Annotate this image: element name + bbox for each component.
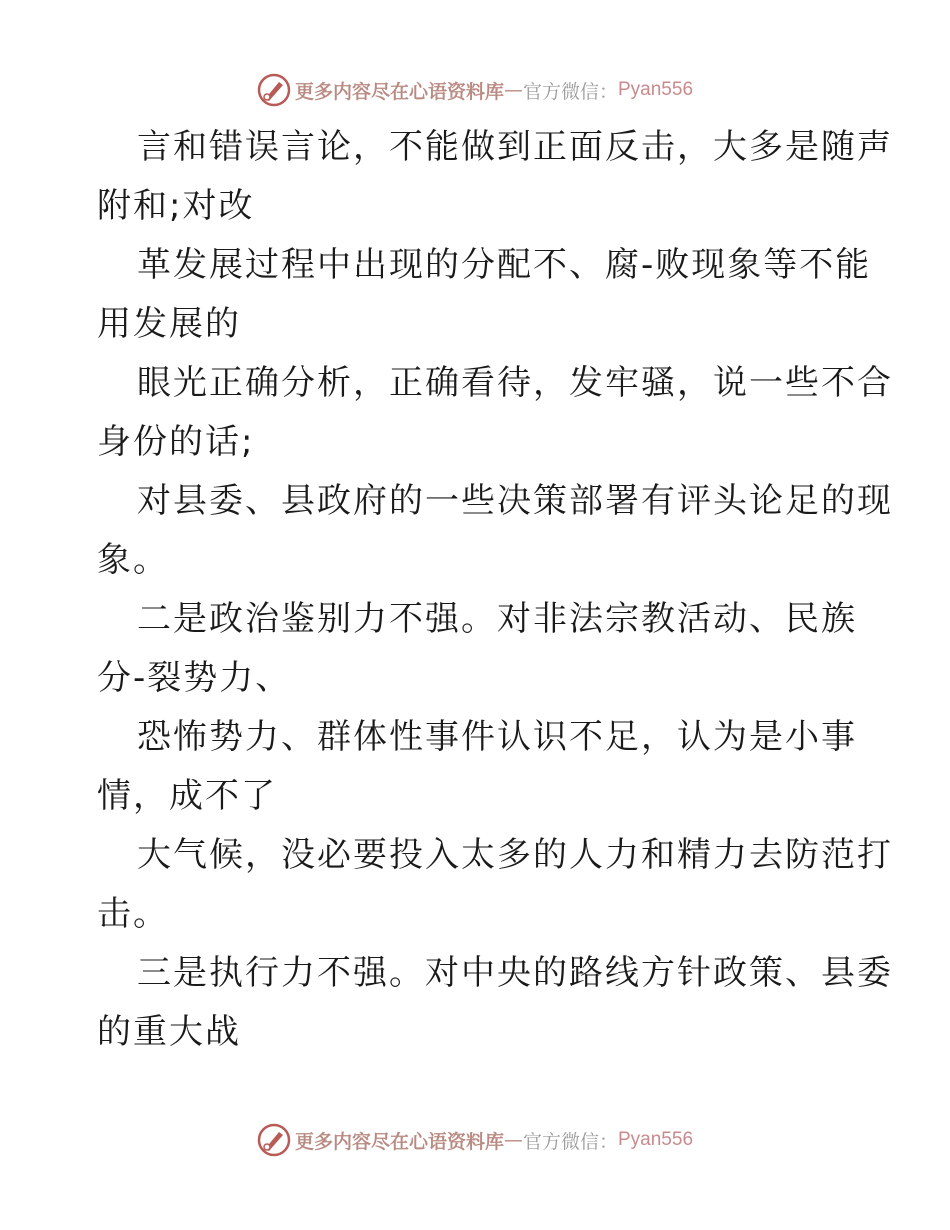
footer-wechat-handle: Pyan556 bbox=[618, 1129, 694, 1150]
paragraph bbox=[97, 472, 893, 590]
paragraph-line: 二是政治鉴别力不强。对非法宗教活动、民族 bbox=[137, 599, 857, 639]
paragraph-line: 用发展的 bbox=[97, 304, 241, 344]
paragraph bbox=[97, 708, 877, 826]
paragraph-line: 眼光正确分析，正确看待，发牢骚，说一些不合 bbox=[137, 363, 893, 403]
paragraph-line: 三是执行力不强。对中央的路线方针政策、县委 bbox=[137, 953, 893, 993]
header-brand-text: 更多内容尽在心语资料库 bbox=[294, 80, 504, 103]
paragraph-line: 对县委、县政府的一些决策部署有评头论足的现 bbox=[137, 481, 893, 521]
header-watermark bbox=[0, 70, 950, 110]
header-wechat-handle: Pyan556 bbox=[618, 79, 694, 100]
paragraph bbox=[97, 944, 893, 1062]
paragraph-line: 情，成不了 bbox=[97, 776, 277, 816]
footer-brand-text: 更多内容尽在心语资料库 bbox=[294, 1130, 504, 1153]
paragraph-line: 分-裂势力、 bbox=[97, 658, 292, 698]
paragraph bbox=[97, 236, 877, 354]
paragraph bbox=[97, 118, 893, 236]
header-contact-label: 官方微信： bbox=[522, 80, 618, 103]
paragraph-line: 击。 bbox=[97, 894, 169, 934]
paragraph-line: 革发展过程中出现的分配不、腐-败现象等不能 bbox=[137, 245, 872, 285]
footer-watermark bbox=[0, 1120, 950, 1160]
paragraph-line: 附和;对改 bbox=[97, 186, 255, 226]
paragraph bbox=[97, 826, 893, 944]
pen-logo-icon bbox=[257, 1123, 291, 1157]
footer-contact-label: 官方微信： bbox=[522, 1130, 618, 1153]
header-separator: — bbox=[503, 79, 523, 101]
document-body bbox=[97, 118, 893, 1062]
footer-separator: — bbox=[503, 1129, 523, 1151]
paragraph-line: 的重大战 bbox=[97, 1012, 241, 1052]
pen-logo-icon bbox=[257, 73, 291, 107]
paragraph bbox=[97, 354, 893, 472]
paragraph-line: 恐怖势力、群体性事件认识不足，认为是小事 bbox=[137, 717, 857, 757]
paragraph bbox=[97, 590, 877, 708]
paragraph-line: 大气候，没必要投入太多的人力和精力去防范打 bbox=[137, 835, 893, 875]
paragraph-line: 身份的话; bbox=[97, 422, 255, 462]
paragraph-line: 象。 bbox=[97, 540, 169, 580]
paragraph-line: 言和错误言论，不能做到正面反击，大多是随声 bbox=[137, 127, 893, 167]
